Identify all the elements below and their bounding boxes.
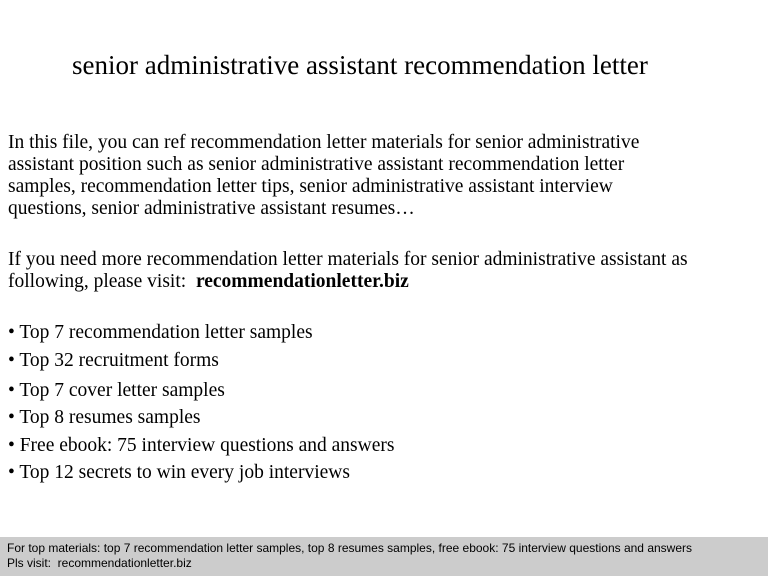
- footer-prefix: Pls visit:: [7, 556, 58, 570]
- list-item: • Top 32 recruitment forms: [8, 349, 219, 371]
- footer-link[interactable]: recommendationletter.biz: [57, 556, 192, 570]
- list-item: • Top 7 recommendation letter samples: [8, 322, 313, 343]
- resource-list: [8, 321, 394, 489]
- footer-bar: [0, 537, 768, 576]
- intro-line: assistant position such as senior administrative assistant recommendation letter: [8, 154, 625, 175]
- list-item: • Top 12 secrets to win every job interviews: [8, 462, 350, 483]
- intro-line: samples, recommendation letter tips, senior administrative assistant interview: [8, 176, 613, 197]
- list-item: • Free ebook: 75 interview questions and answers: [8, 434, 395, 456]
- visit-paragraph: [8, 249, 768, 293]
- visit-prefix: following, please visit:: [8, 271, 196, 292]
- list-item: • Top 7 cover letter samples: [8, 379, 225, 401]
- page-title: senior administrative assistant recommendation letter: [72, 50, 648, 80]
- intro-line: questions, senior administrative assistant resumes…: [8, 198, 415, 219]
- visit-line: If you need more recommendation letter materials for senior administrative assistant as: [8, 249, 688, 270]
- website-link[interactable]: recommendationletter.biz: [195, 271, 409, 292]
- intro-line: In this file, you can ref recommendation letter materials for senior administrative: [8, 132, 640, 153]
- intro-paragraph: [8, 132, 768, 220]
- footer-line: For top materials: top 7 recommendation letter samples, top 8 resumes samples, free ebook: 75 interview questions and answers: [7, 541, 693, 555]
- list-item: • Top 8 resumes samples: [8, 407, 201, 428]
